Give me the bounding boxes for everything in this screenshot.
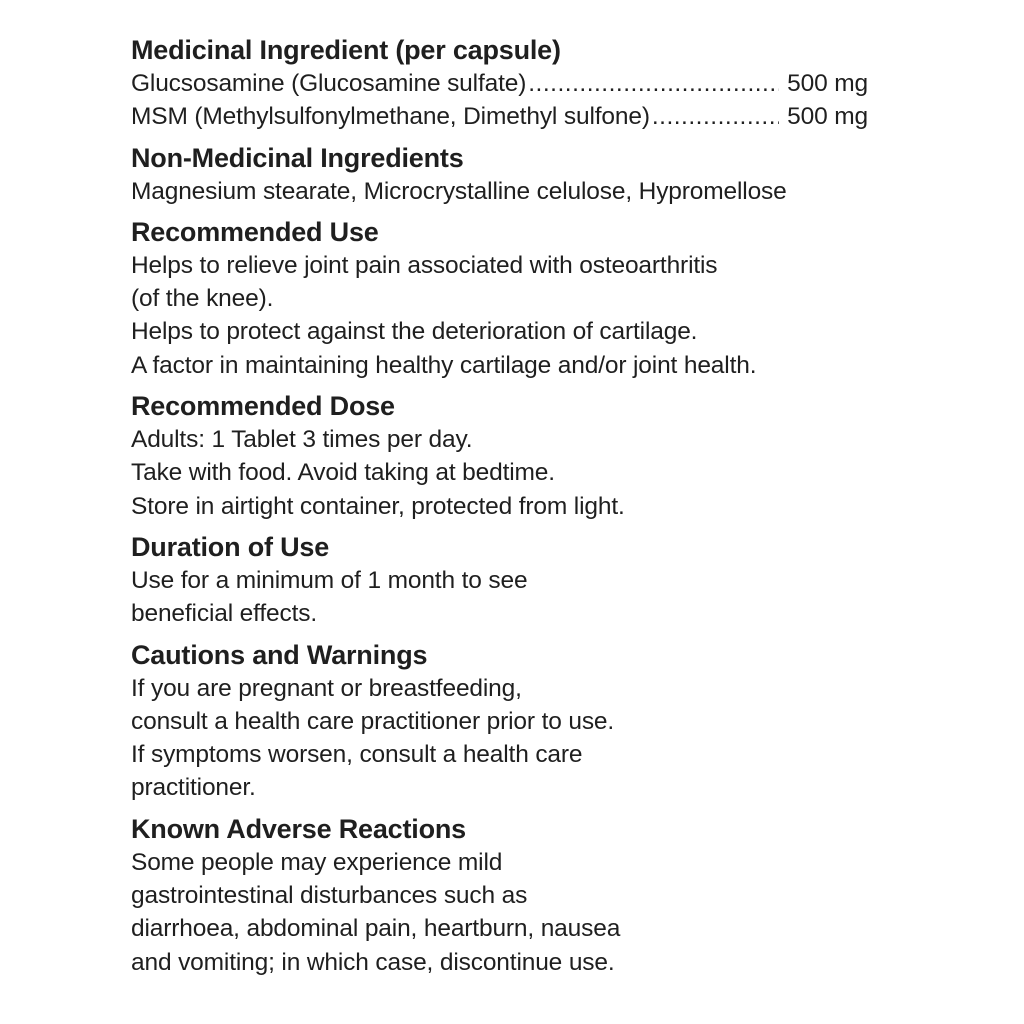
- ingredient-name: MSM (Methylsulfonylmethane, Dimethyl sulfone): [131, 103, 650, 131]
- recommended-use-line: Helps to protect against the deterioration of cartilage.: [131, 318, 698, 346]
- duration-section: [131, 531, 891, 631]
- non-medicinal-section: [131, 142, 891, 208]
- product-label: [131, 34, 891, 979]
- recommended-dose-line: Store in airtight container, protected from light.: [131, 492, 625, 520]
- duration-heading: Duration of Use: [131, 531, 330, 562]
- adverse-reactions-line: gastrointestinal disturbances such as: [131, 882, 528, 910]
- cautions-line: consult a health care practitioner prior to use.: [131, 707, 615, 735]
- leader-dots: [528, 67, 779, 100]
- recommended-use-line: A factor in maintaining healthy cartilage and/or joint health.: [131, 351, 757, 379]
- ingredient-row-glucosamine: [131, 67, 868, 100]
- ingredient-amount: 500 mg: [787, 103, 868, 131]
- medicinal-ingredient-heading: Medicinal Ingredient (per capsule): [131, 35, 561, 65]
- recommended-dose-line: Take with food. Avoid taking at bedtime.: [131, 459, 555, 487]
- cautions-line: practitioner.: [131, 774, 256, 802]
- cautions-section: [131, 639, 891, 805]
- recommended-dose-section: [131, 390, 891, 523]
- duration-line: Use for a minimum of 1 month to see: [131, 566, 528, 594]
- non-medicinal-text: Magnesium stearate, Microcrystalline celulose, Hypromellose: [131, 177, 787, 205]
- adverse-reactions-line: Some people may experience mild: [131, 848, 503, 876]
- recommended-dose-line: Adults: 1 Tablet 3 times per day.: [131, 426, 473, 454]
- recommended-use-line: Helps to relieve joint pain associated with osteoarthritis: [131, 251, 718, 279]
- ingredient-amount: 500 mg: [787, 70, 868, 97]
- recommended-use-line: (of the knee).: [131, 285, 274, 313]
- cautions-line: If symptoms worsen, consult a health care: [131, 741, 583, 769]
- medicinal-ingredient-section: [131, 34, 891, 134]
- adverse-reactions-line: and vomiting; in which case, discontinue use.: [131, 948, 615, 976]
- adverse-reactions-line: diarrhoea, abdominal pain, heartburn, nausea: [131, 915, 621, 943]
- cautions-heading: Cautions and Warnings: [131, 639, 428, 670]
- ingredient-row-msm: [131, 100, 868, 133]
- adverse-reactions-heading: Known Adverse Reactions: [131, 813, 466, 844]
- cautions-line: If you are pregnant or breastfeeding,: [131, 674, 522, 702]
- leader-dots: [652, 100, 779, 133]
- ingredient-name: Glucsosamine (Glucosamine sulfate): [131, 70, 527, 97]
- duration-line: beneficial effects.: [131, 600, 318, 628]
- recommended-use-section: [131, 216, 891, 382]
- adverse-reactions-section: [131, 813, 891, 979]
- non-medicinal-heading: Non-Medicinal Ingredients: [131, 142, 464, 173]
- recommended-use-heading: Recommended Use: [131, 216, 379, 247]
- recommended-dose-heading: Recommended Dose: [131, 391, 395, 422]
